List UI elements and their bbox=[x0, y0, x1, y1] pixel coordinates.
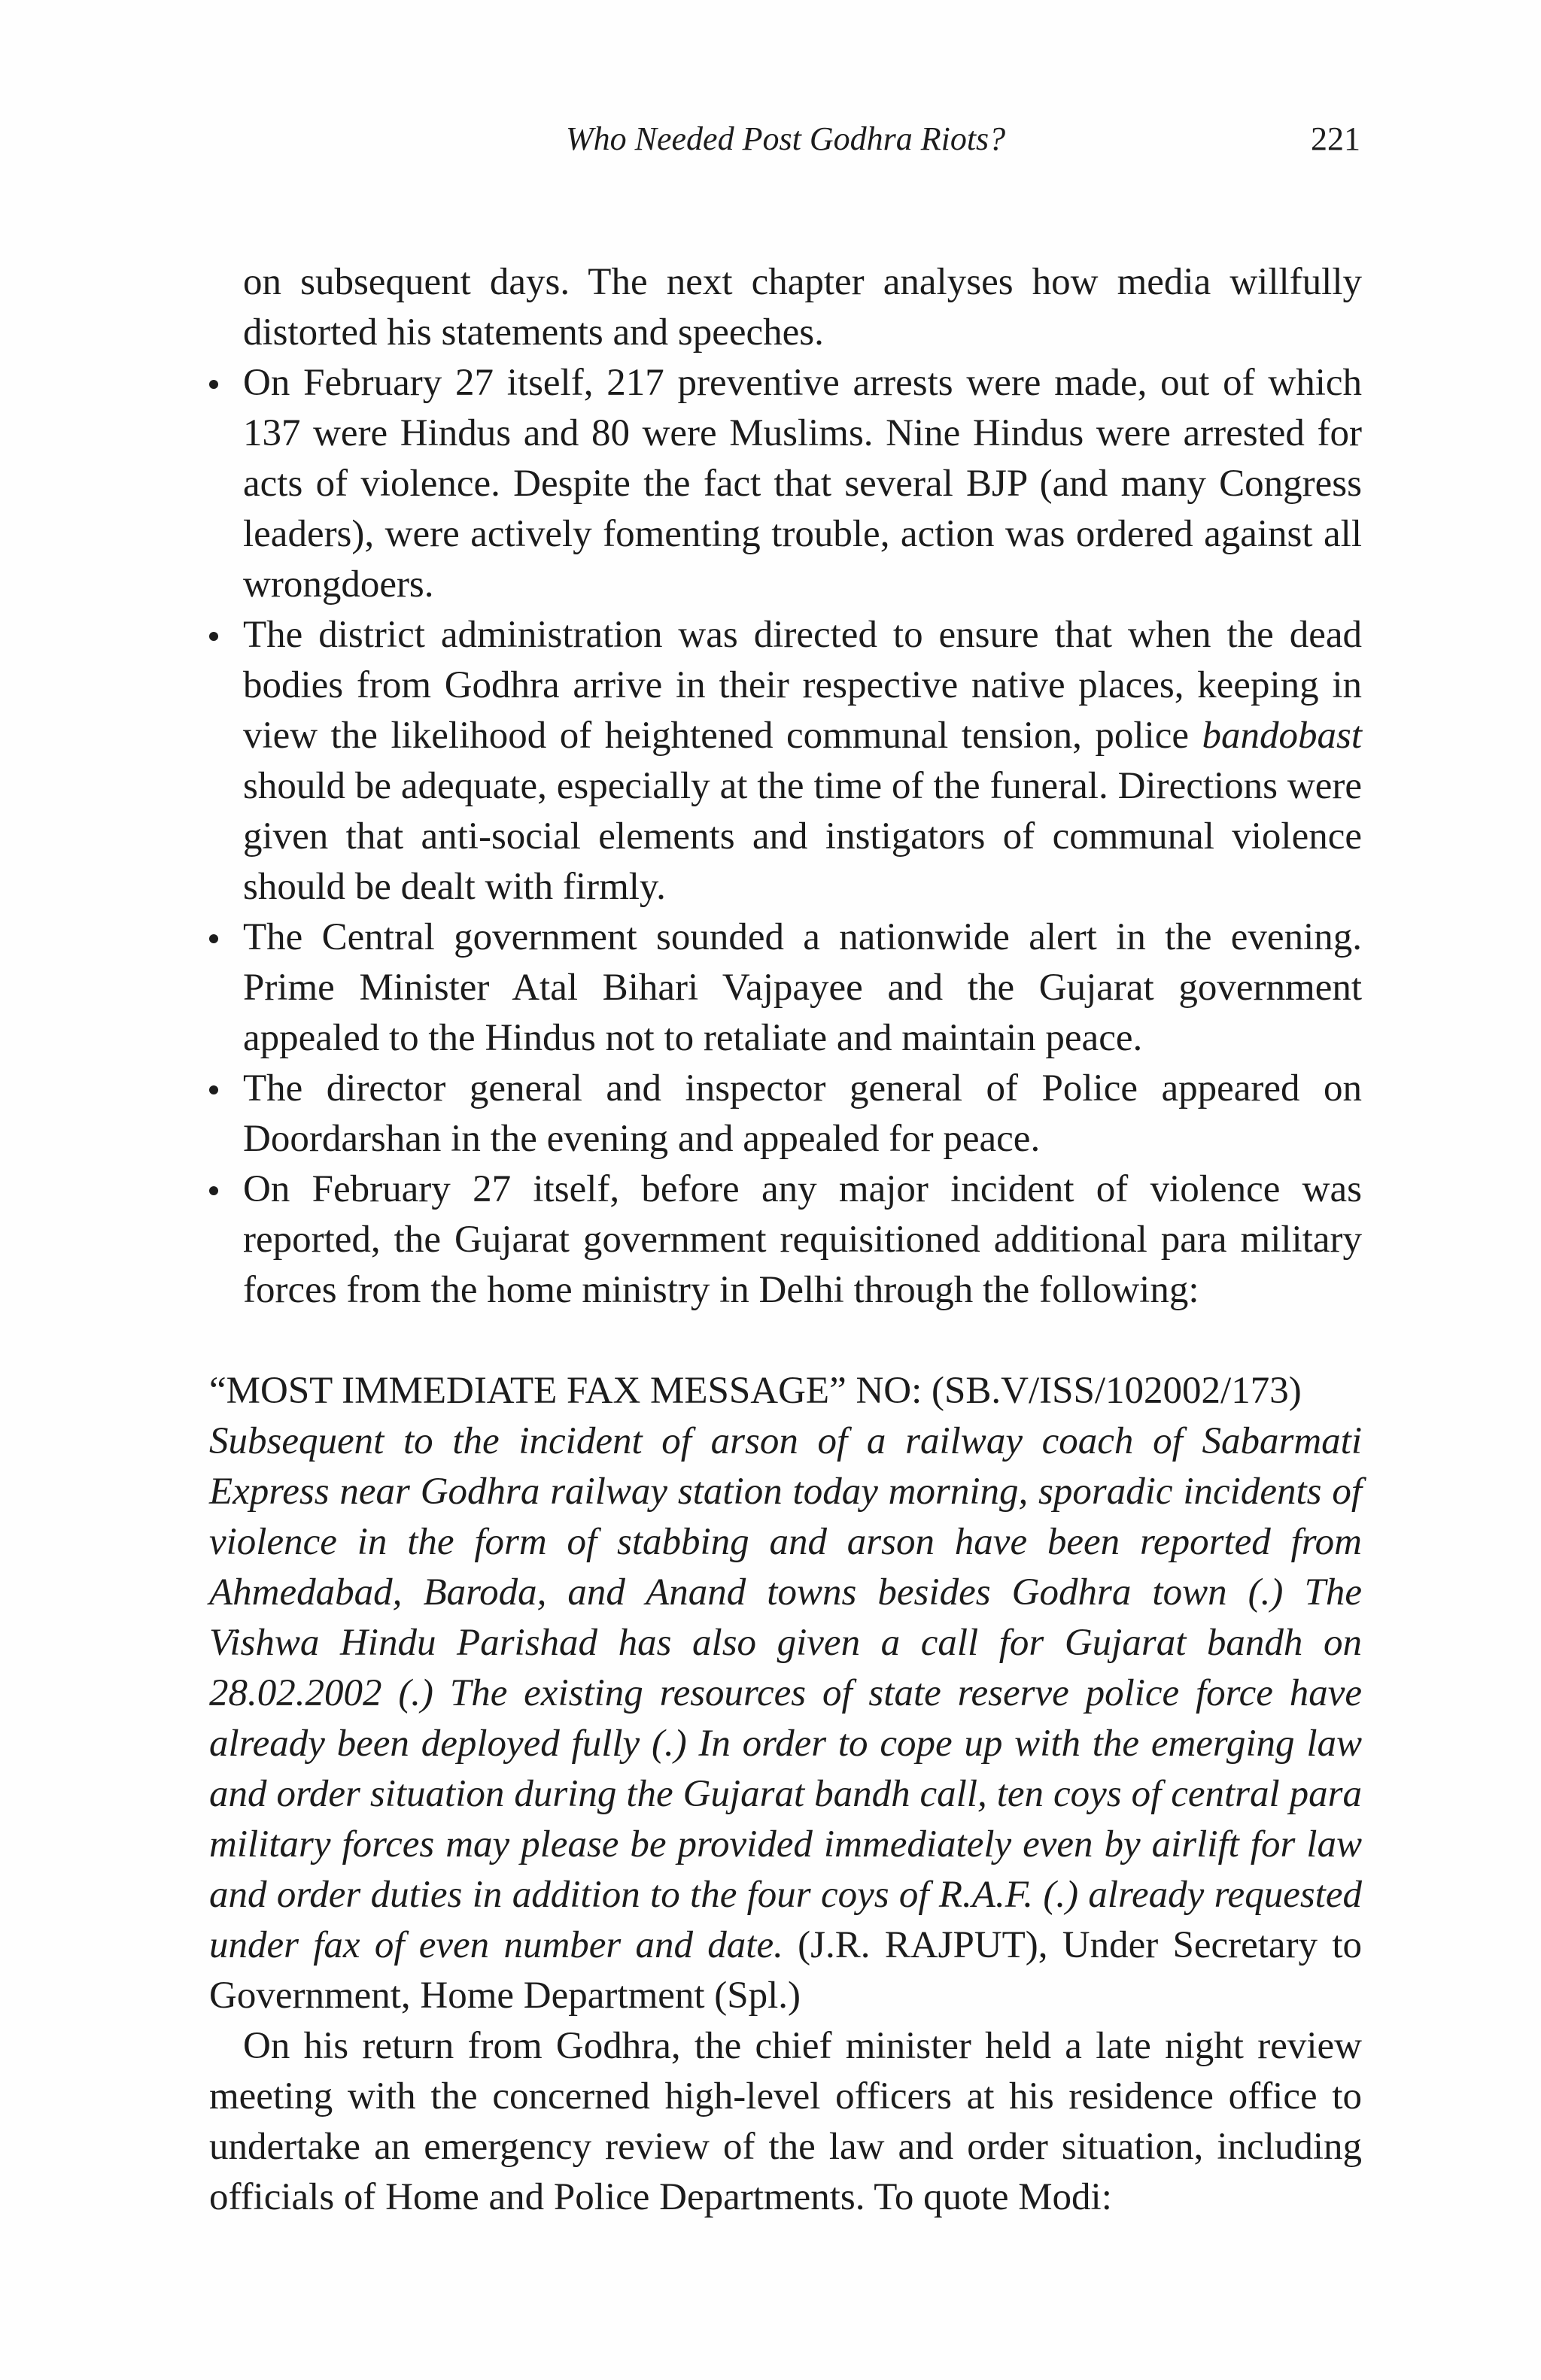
bullet-item bbox=[209, 912, 1362, 1064]
fax-signature: (J.R. RAJPUT), Under Secretary to Government, Home Department (Spl.) bbox=[209, 1924, 1362, 2017]
bullet-icon bbox=[209, 380, 218, 389]
bullet-text: The director general and inspector general of Police appeared on Doordarshan in the evening and appealed for peace. bbox=[243, 1067, 1362, 1160]
bullet-italic-term: bandobast bbox=[1202, 715, 1362, 757]
bullet-item bbox=[209, 1064, 1362, 1164]
body-text bbox=[209, 257, 1362, 2223]
bullet-text: The Central government sounded a nationwide alert in the evening. Prime Minister Atal Bihari Vajpayee and the Gujarat government appealed to the Hindus not to retaliate and maintain peace. bbox=[243, 916, 1362, 1059]
bullet-text: On February 27 itself, 217 preventive arrests were made, out of which 137 were Hindus and 80 were Muslims. Nine Hindus were arrested for acts of violence. Despite the fact that several BJP (and many Congress leaders), were actively fomenting trouble, action was ordered against all wrongdoers. bbox=[243, 362, 1362, 606]
fax-message-block bbox=[209, 1366, 1362, 2021]
running-title: Who Needed Post Godhra Riots? bbox=[566, 120, 1006, 157]
fax-body: Subsequent to the incident of arson of a railway coach of Sabarmati Express near Godhra railway station today morning, sporadic incidents of violence in the form of stabbing and arson have been reported from Ahmedabad, Baroda, and Anand towns besides Godhra town (.) The Vishwa Hindu Parishad has also given a call for Gujarat bandh on 28.02.2002 (.) The existing resources of state reserve police force have already been deployed fully (.) In order to cope up with the emerging law and order situation during the Gujarat bandh call, ten coys of central para military forces may please be provided immediately even by airlift for law and order duties in addition to the four coys of R.A.F. (.) already requested under fax of even number and date. bbox=[209, 1420, 1362, 1966]
fax-text bbox=[209, 1416, 1362, 2021]
bullet-item bbox=[209, 1164, 1362, 1316]
bullet-item bbox=[209, 358, 1362, 610]
bullet-icon bbox=[209, 934, 218, 943]
bullet-icon bbox=[209, 1186, 218, 1195]
closing-paragraph: On his return from Godhra, the chief minister held a late night review meeting with the concerned high-level officers at his residence office to undertake an emergency review of the law and order situation, including officials of Home and Police Departments. To quote Modi: bbox=[209, 2025, 1362, 2218]
bullet-text: The district administration was directed to ensure that when the dead bodies from Godhra arrive in their respective native places, keeping in view the likelihood of heightened communal tension, police bbox=[243, 614, 1362, 757]
page-number: 221 bbox=[1311, 120, 1360, 157]
fax-heading: “MOST IMMEDIATE FAX MESSAGE” NO: (SB.V/ISS/102002/173) bbox=[209, 1370, 1302, 1412]
bullet-list bbox=[209, 358, 1362, 1316]
bullet-text: On February 27 itself, before any major incident of violence was reported, the Gujarat government requisitioned additional para military forces from the home ministry in Delhi through the following: bbox=[243, 1168, 1362, 1311]
running-header bbox=[0, 113, 1541, 165]
bullet-text: should be adequate, especially at the time of the funeral. Directions were given that anti-social elements and instigators of communal violence should be dealt with firmly. bbox=[243, 765, 1362, 908]
bullet-icon bbox=[209, 632, 218, 641]
bullet-icon bbox=[209, 1085, 218, 1094]
bullet-item bbox=[209, 610, 1362, 912]
continuation-paragraph: on subsequent days. The next chapter analyses how media willfully distorted his statements and speeches. bbox=[243, 261, 1362, 354]
